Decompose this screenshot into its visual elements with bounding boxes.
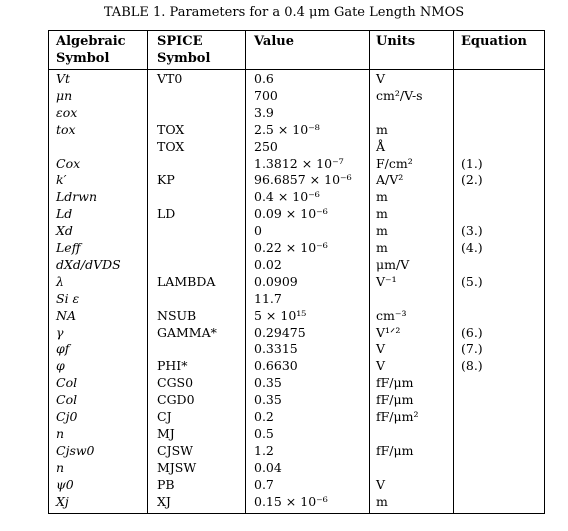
- cell-spice: GAMMA*: [157, 324, 217, 340]
- cell-equation: (3.): [461, 223, 483, 239]
- cell-symbol: Cox: [56, 155, 81, 171]
- table-row: [49, 139, 544, 156]
- table-row: [49, 172, 544, 189]
- cell-value: 0.7: [254, 476, 274, 492]
- cell-spice: PB: [157, 476, 175, 492]
- cell-units: A/V²: [376, 172, 404, 188]
- cell-symbol: n: [56, 459, 65, 475]
- table-row: [49, 88, 544, 105]
- cell-equation: (6.): [461, 324, 483, 340]
- table-row: [49, 291, 544, 308]
- cell-units: Å: [376, 138, 386, 154]
- cell-spice: PHI*: [157, 358, 188, 374]
- cell-value: 0.29475: [254, 324, 306, 340]
- table-row: [49, 122, 544, 139]
- cell-value: 3.9: [254, 104, 274, 120]
- cell-symbol: εox: [56, 104, 78, 120]
- cell-equation: (4.): [461, 240, 483, 255]
- cell-units: m: [376, 189, 388, 205]
- cell-units: m: [376, 240, 388, 255]
- cell-units: m: [376, 223, 388, 239]
- cell-equation: (7.): [461, 341, 483, 357]
- cell-spice: CJ: [157, 409, 172, 424]
- cell-value: 250: [254, 138, 278, 154]
- cell-value: 1.3812 × 10⁻⁷: [254, 155, 344, 171]
- table-row: [49, 358, 544, 375]
- cell-value: 0.3315: [254, 341, 298, 357]
- header-symbol: Algebraic Symbol: [56, 34, 126, 66]
- cell-value: 0.04: [254, 459, 282, 475]
- cell-value: 1.2: [254, 442, 274, 458]
- cell-value: 0.0909: [254, 273, 298, 289]
- cell-units: μm/V: [376, 256, 410, 272]
- cell-units: V¹ᐟ²: [376, 324, 401, 340]
- cell-spice: NSUB: [157, 307, 197, 323]
- cell-value: 0.09 × 10⁻⁶: [254, 206, 328, 222]
- cell-spice: LAMBDA: [157, 273, 216, 289]
- cell-value: 0.6630: [254, 358, 298, 374]
- cell-symbol: Leff: [56, 240, 81, 255]
- table-row: [49, 156, 544, 173]
- table-row: [49, 341, 544, 358]
- cell-spice: CGD0: [157, 392, 195, 408]
- cell-symbol: Ld: [56, 206, 73, 222]
- table-row: [49, 477, 544, 494]
- header-spice: SPICE Symbol: [157, 34, 211, 66]
- cell-symbol: Si ε: [56, 290, 80, 306]
- cell-value: 0.4 × 10⁻⁶: [254, 189, 320, 205]
- cell-units: m: [376, 206, 388, 222]
- cell-symbol: NA: [56, 307, 76, 323]
- table-row: [49, 274, 544, 291]
- header-equation: Equation: [461, 34, 527, 49]
- cell-symbol: Col: [56, 375, 78, 391]
- cell-units: fF/μm²: [376, 409, 419, 424]
- table-row: [49, 426, 544, 443]
- table-row: [49, 206, 544, 223]
- cell-symbol: Cj0: [56, 409, 78, 424]
- cell-equation: (5.): [461, 273, 483, 289]
- cell-equation: (2.): [461, 172, 483, 188]
- cell-value: 2.5 × 10⁻⁸: [254, 121, 320, 137]
- table-row: [49, 325, 544, 342]
- header-units: Units: [376, 34, 416, 49]
- cell-spice: TOX: [157, 138, 185, 154]
- table-row: [49, 392, 544, 409]
- table-row: [49, 443, 544, 460]
- cell-value: 5 × 10¹⁵: [254, 307, 307, 323]
- cell-symbol: ψ0: [56, 476, 74, 492]
- header-divider: [49, 69, 544, 70]
- cell-equation: (8.): [461, 358, 483, 374]
- cell-symbol: Xd: [56, 223, 73, 239]
- cell-symbol: Ldrwn: [56, 189, 98, 205]
- cell-units: V: [376, 341, 386, 357]
- cell-value: 11.7: [254, 290, 282, 306]
- cell-units: F/cm²: [376, 155, 413, 171]
- cell-spice: LD: [157, 206, 176, 222]
- table-row: [49, 375, 544, 392]
- cell-spice: MJSW: [157, 459, 197, 475]
- cell-value: 0.6: [254, 71, 274, 86]
- cell-spice: CGS0: [157, 375, 194, 391]
- cell-spice: MJ: [157, 425, 175, 441]
- cell-symbol: μn: [56, 87, 73, 103]
- cell-units: m: [376, 493, 388, 509]
- table-row: [49, 71, 544, 88]
- cell-value: 700: [254, 87, 278, 103]
- table-row: [49, 409, 544, 426]
- table-row: [49, 189, 544, 206]
- cell-symbol: Vt: [56, 71, 71, 86]
- cell-units: m: [376, 121, 388, 137]
- cell-units: fF/μm: [376, 392, 414, 408]
- cell-spice: VT0: [157, 71, 183, 86]
- cell-equation: (1.): [461, 155, 483, 171]
- table-caption: TABLE 1. Parameters for a 0.4 μm Gate Length NMOS: [103, 5, 465, 20]
- cell-units: cm²/V-s: [376, 87, 423, 103]
- table-row: [49, 240, 544, 257]
- cell-symbol: λ: [56, 273, 64, 289]
- cell-value: 0.35: [254, 375, 282, 391]
- table-row: [49, 223, 544, 240]
- cell-value: 0: [254, 223, 262, 239]
- cell-spice: KP: [157, 172, 175, 188]
- parameters-table: [48, 30, 545, 514]
- cell-units: fF/μm: [376, 442, 414, 458]
- cell-symbol: φf: [56, 341, 70, 357]
- cell-symbol: γ: [56, 324, 64, 340]
- cell-spice: XJ: [157, 493, 171, 509]
- table-row: [49, 460, 544, 477]
- cell-symbol: Xj: [56, 493, 69, 509]
- table-row: [49, 257, 544, 274]
- cell-value: 0.35: [254, 392, 282, 408]
- cell-units: V: [376, 71, 386, 86]
- cell-symbol: Col: [56, 392, 78, 408]
- cell-symbol: k′: [56, 172, 67, 188]
- cell-value: 0.22 × 10⁻⁶: [254, 240, 328, 255]
- cell-units: fF/μm: [376, 375, 414, 391]
- cell-symbol: φ: [56, 358, 65, 374]
- cell-symbol: n: [56, 425, 65, 441]
- cell-spice: TOX: [157, 121, 185, 137]
- table-row: [49, 105, 544, 122]
- cell-units: V⁻¹: [376, 273, 397, 289]
- cell-units: V: [376, 476, 386, 492]
- cell-value: 0.2: [254, 409, 274, 424]
- cell-units: cm⁻³: [376, 307, 407, 323]
- cell-value: 0.02: [254, 256, 282, 272]
- cell-symbol: dXd/dVDS: [56, 256, 121, 272]
- cell-value: 0.5: [254, 425, 274, 441]
- header-value: Value: [254, 34, 294, 49]
- cell-symbol: Cjsw0: [56, 442, 95, 458]
- table-row: [49, 494, 544, 511]
- table-row: [49, 308, 544, 325]
- cell-units: V: [376, 358, 386, 374]
- cell-symbol: tox: [56, 121, 76, 137]
- cell-value: 96.6857 × 10⁻⁶: [254, 172, 352, 188]
- cell-spice: CJSW: [157, 442, 193, 458]
- cell-value: 0.15 × 10⁻⁶: [254, 493, 328, 509]
